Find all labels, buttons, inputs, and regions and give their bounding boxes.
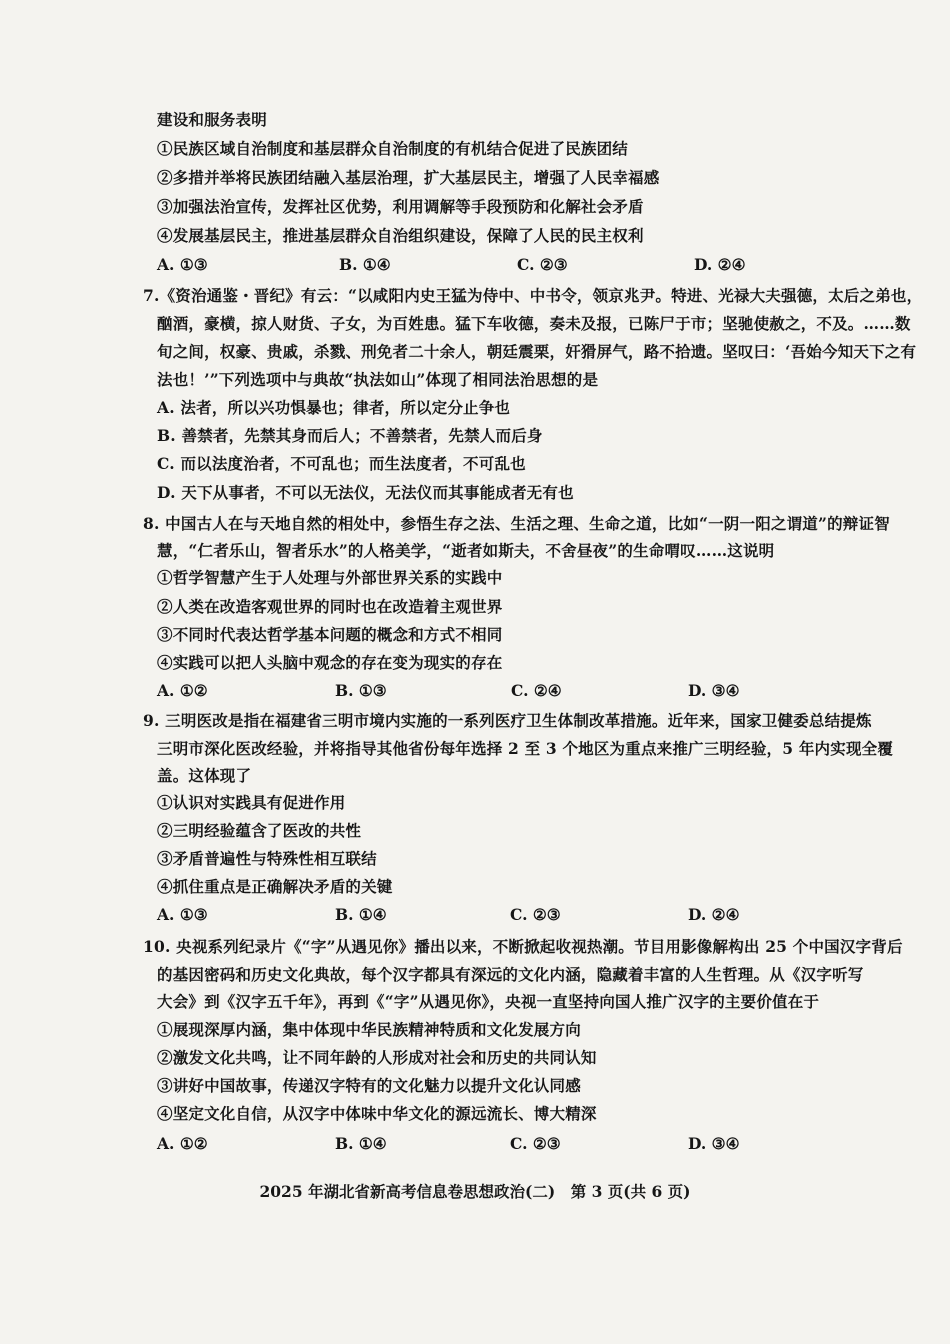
q8-statement-4: ④实践可以把人头脑中观念的存在变为现实的存在 [157,653,503,672]
q10-choice-b[interactable]: B. ①④ [335,1134,387,1153]
q9-stem-line-3: 盖。这体现了 [157,766,252,785]
q6-stem-end: 建设和服务表明 [157,110,267,129]
q8-statement-2: ②人类在改造客观世界的同时也在改造着主观世界 [157,597,503,616]
q8-choice-b[interactable]: B. ①③ [335,681,387,700]
q6-statement-1: ①民族区域自治制度和基层群众自治制度的有机结合促进了民族团结 [157,139,629,158]
q10-stem-line-3: 大会》到《汉字五千年》，再到《“字”从遇见你》，央视一直坚持向国人推广汉字的主要价值在于 [157,992,820,1011]
q10-statement-4: ④坚定文化自信，从汉字中体味中华文化的源远流长、博大精深 [157,1104,597,1123]
q9-stem-line-1: 9. 三明医改是指在福建省三明市境内实施的一系列医疗卫生体制改革措施。近年来，国家卫健委总结提炼 [143,711,872,730]
q7-option-d[interactable]: D. 天下从事者，不可以无法仪，无法仪而其事能成者无有也 [157,483,574,502]
q7-stem-line-1: 7.《资治通鉴・晋纪》有云：“以咸阳内史王猛为侍中、中书令，领京兆尹。特进、光禄大夫强德，太后之弟也， [143,286,923,305]
q6-statement-2: ②多措并举将民族团结融入基层治理，扩大基层民主，增强了人民幸福感 [157,168,660,187]
q10-statement-3: ③讲好中国故事，传递汉字特有的文化魅力以提升文化认同感 [157,1076,581,1095]
q6-choice-b[interactable]: B. ①④ [339,255,391,274]
q9-statement-2: ②三明经验蕴含了医改的共性 [157,821,362,840]
q7-stem-line-3: 旬之间，权豪、贵戚，杀戮、刑免者二十余人，朝廷震栗，奸猾屏气，路不拾遗。坚叹曰：‘吾始今知天下之有 [157,342,917,361]
q7-stem-line-2: 酗酒，豪横，掠人财货、子女，为百姓患。猛下车收德，奏未及报，已陈尸于市；坚驰使赦之，不及。……数 [157,314,911,333]
q9-choice-b[interactable]: B. ①④ [335,905,387,924]
q9-choice-c[interactable]: C. ②③ [510,905,561,924]
q8-choice-c[interactable]: C. ②④ [511,681,562,700]
q9-choice-d[interactable]: D. ②④ [688,905,740,924]
q6-statement-3: ③加强法治宣传，发挥社区优势，利用调解等手段预防和化解社会矛盾 [157,197,644,216]
q10-choices [157,1134,777,1154]
q9-statement-1: ①认识对实践具有促进作用 [157,793,346,812]
q10-choice-c[interactable]: C. ②③ [510,1134,561,1153]
q6-choices [157,255,777,275]
q6-choice-a[interactable]: A. ①③ [157,255,208,274]
q10-choice-d[interactable]: D. ③④ [688,1134,740,1153]
q9-choice-a[interactable]: A. ①③ [157,905,208,924]
q9-stem-line-2: 三明市深化医改经验，并将指导其他省份每年选择 2 至 3 个地区为重点来推广三明经验，5 年内实现全覆 [157,739,894,758]
q8-choices [157,681,777,701]
q8-choice-a[interactable]: A. ①② [157,681,208,700]
q8-stem-line-1: 8. 中国古人在与天地自然的相处中，参悟生存之法、生活之理、生命之道，比如“一阴一阳之谓道”的辩证智 [143,514,890,533]
q8-choice-d[interactable]: D. ③④ [688,681,740,700]
q7-option-c[interactable]: C. 而以法度治者，不可乱也；而生法度者，不可乱也 [157,454,526,473]
q10-statement-1: ①展现深厚内涵，集中体现中华民族精神特质和文化发展方向 [157,1020,581,1039]
q10-choice-a[interactable]: A. ①② [157,1134,208,1153]
q7-option-b[interactable]: B. 善禁者，先禁其身而后人；不善禁者，先禁人而后身 [157,426,543,445]
q9-choices [157,905,777,925]
q10-statement-2: ②激发文化共鸣，让不同年龄的人形成对社会和历史的共同认知 [157,1048,597,1067]
q6-choice-c[interactable]: C. ②③ [517,255,568,274]
q9-statement-4: ④抓住重点是正确解决矛盾的关键 [157,877,393,896]
q7-stem-line-4: 法也！’”下列选项中与典故“执法如山”体现了相同法治思想的是 [157,370,599,389]
q10-stem-line-2: 的基因密码和历史文化典故，每个汉字都具有深远的文化内涵，隐藏着丰富的人生哲理。从《汉字听写 [157,965,864,984]
q7-option-a[interactable]: A. 法者，所以兴功惧暴也；律者，所以定分止争也 [157,398,511,417]
q8-statement-1: ①哲学智慧产生于人处理与外部世界关系的实践中 [157,568,503,587]
page-footer: 2025 年湖北省新高考信息卷思想政治(二) 第 3 页(共 6 页) [259,1182,691,1201]
q8-stem-line-2: 慧，“仁者乐山，智者乐水”的人格美学，“逝者如斯夫，不舍昼夜”的生命喟叹……这说明 [157,541,775,560]
q9-statement-3: ③矛盾普遍性与特殊性相互联结 [157,849,377,868]
q6-choice-d[interactable]: D. ②④ [694,255,746,274]
q10-stem-line-1: 10. 央视系列纪录片《“字”从遇见你》播出以来，不断掀起收视热潮。节目用影像解构出 25 个中国汉字背后 [143,937,903,956]
q8-statement-3: ③不同时代表达哲学基本问题的概念和方式不相同 [157,625,503,644]
q6-statement-4: ④发展基层民主，推进基层群众自治组织建设，保障了人民的民主权利 [157,226,644,245]
